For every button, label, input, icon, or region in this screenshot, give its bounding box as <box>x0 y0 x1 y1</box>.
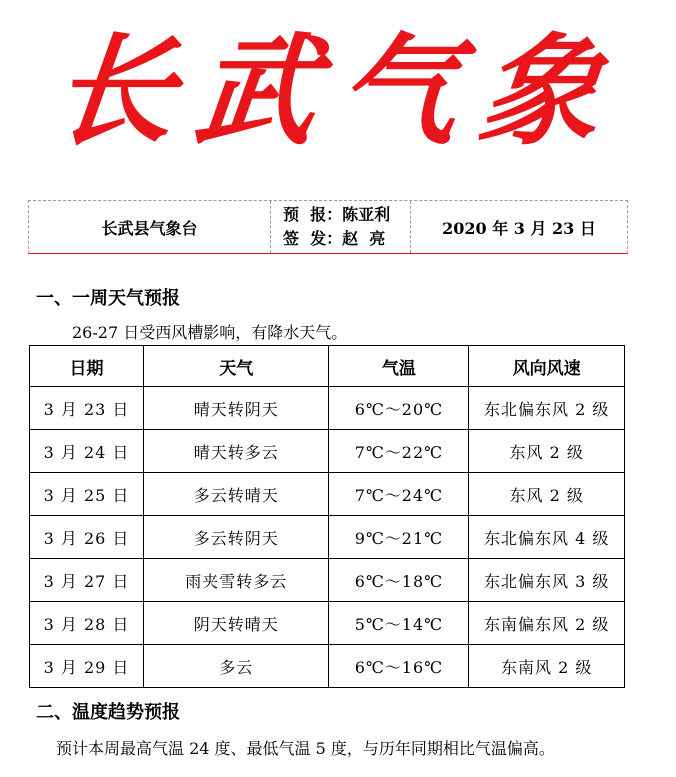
cell-date: 3 月 23 日 <box>30 387 144 430</box>
section-title-weekly: 一、一周天气预报 <box>36 288 180 309</box>
cell-temp: 6℃～16℃ <box>329 645 469 688</box>
cell-weather: 阴天转晴天 <box>144 602 329 645</box>
table-row <box>30 602 625 645</box>
column-header-date: 日期 <box>30 346 144 387</box>
cell-weather: 晴天转阴天 <box>144 387 329 430</box>
cell-temp: 7℃～22℃ <box>329 430 469 473</box>
cell-weather: 多云转晴天 <box>144 473 329 516</box>
cell-weather: 多云转阴天 <box>144 516 329 559</box>
table-row <box>30 473 625 516</box>
cell-weather: 晴天转多云 <box>144 430 329 473</box>
cell-wind: 东北偏东风 3 级 <box>469 559 625 602</box>
cell-wind: 东风 2 级 <box>469 430 625 473</box>
column-header-weather: 天气 <box>144 346 329 387</box>
cell-date: 3 月 29 日 <box>30 645 144 688</box>
cell-wind: 东风 2 级 <box>469 473 625 516</box>
cell-temp: 9℃～21℃ <box>329 516 469 559</box>
cell-wind: 东北偏东风 4 级 <box>469 516 625 559</box>
cell-wind: 东南偏东风 2 级 <box>469 602 625 645</box>
issue-date: 2020 年 3 月 23 日 <box>442 218 596 238</box>
org-name: 长武县气象台 <box>29 201 271 253</box>
cell-temp: 7℃～24℃ <box>329 473 469 516</box>
cell-weather: 雨夹雪转多云 <box>144 559 329 602</box>
table-row <box>30 516 625 559</box>
table-row <box>30 430 625 473</box>
forecaster: 预 报：陈亚利 <box>283 205 391 224</box>
masthead-title: 长武气象 <box>46 23 630 162</box>
table-row <box>30 559 625 602</box>
cell-date: 3 月 27 日 <box>30 559 144 602</box>
cell-weather: 多云 <box>144 645 329 688</box>
cell-temp: 6℃～18℃ <box>329 559 469 602</box>
masthead <box>0 18 676 168</box>
cell-temp: 6℃～20℃ <box>329 387 469 430</box>
issuer-header <box>28 200 628 254</box>
column-header-wind: 风向风速 <box>469 346 625 387</box>
weekly-intro: 26-27 日受西风槽影响，有降水天气。 <box>72 323 348 342</box>
cell-wind: 东南风 2 级 <box>469 645 625 688</box>
column-header-temp: 气温 <box>329 346 469 387</box>
section-title-temperature: 二、温度趋势预报 <box>36 702 180 723</box>
staff-block <box>271 201 411 253</box>
cell-date: 3 月 26 日 <box>30 516 144 559</box>
forecast-table <box>29 345 625 688</box>
temperature-summary: 预计本周最高气温 24 度、最低气温 5 度，与历年同期相比气温偏高。 <box>56 739 555 758</box>
cell-date: 3 月 25 日 <box>30 473 144 516</box>
cell-date: 3 月 24 日 <box>30 430 144 473</box>
cell-wind: 东北偏东风 2 级 <box>469 387 625 430</box>
issuer: 签 发：赵 亮 <box>283 229 386 248</box>
table-header-row <box>30 346 625 387</box>
cell-temp: 5℃～14℃ <box>329 602 469 645</box>
cell-date: 3 月 28 日 <box>30 602 144 645</box>
table-row <box>30 645 625 688</box>
table-row <box>30 387 625 430</box>
